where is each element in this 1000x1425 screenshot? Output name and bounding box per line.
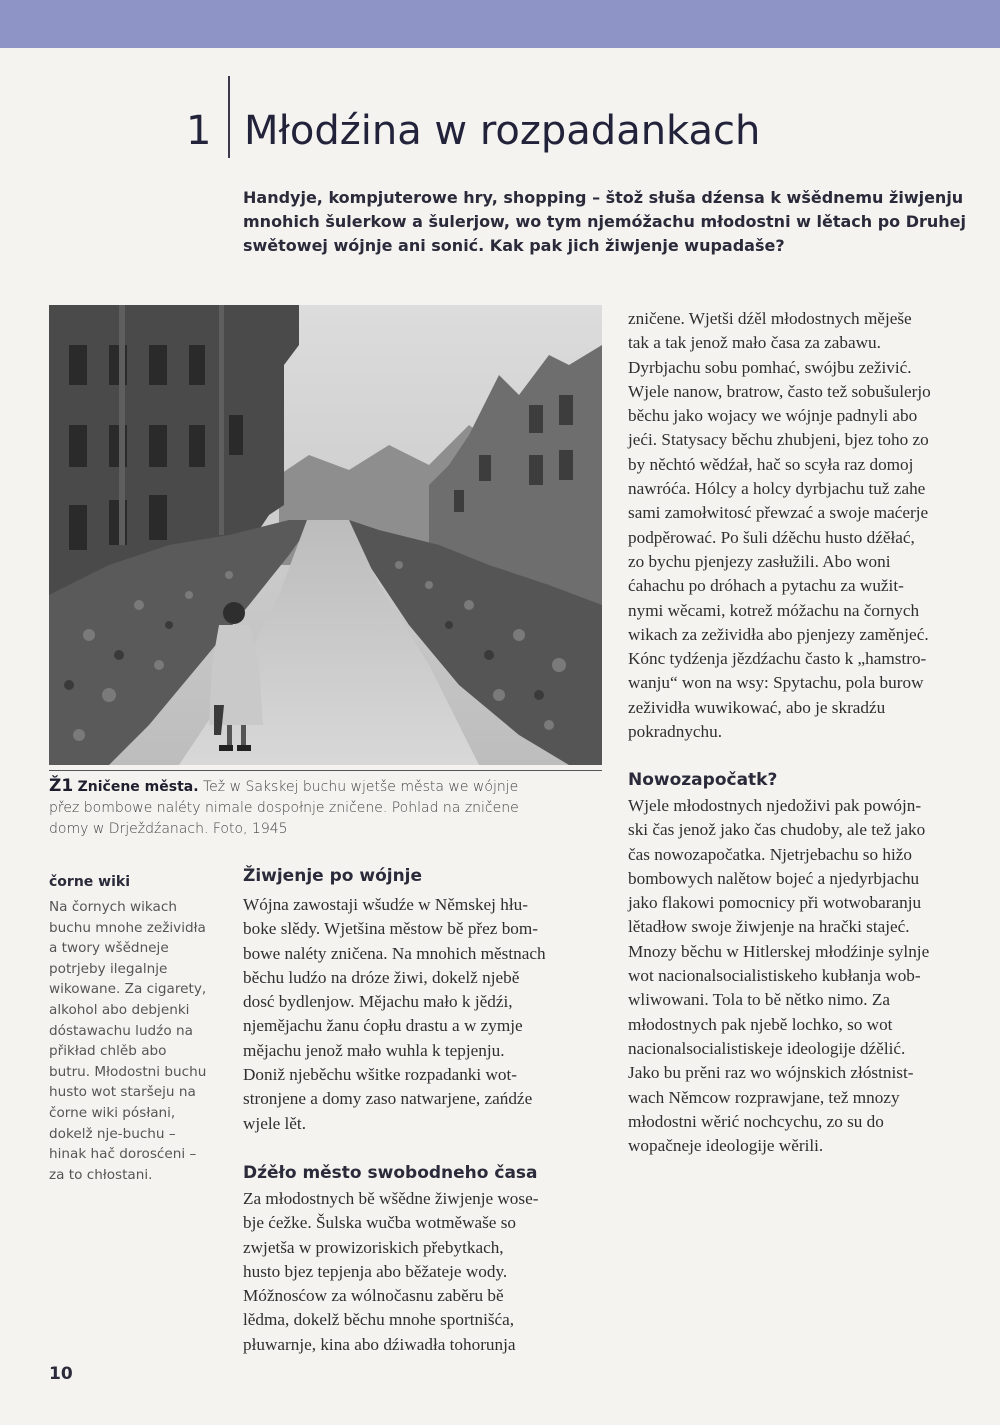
right-column-body	[628, 307, 931, 744]
text-line: Wjele młodostnych njedoživi pak powójn-	[628, 796, 922, 815]
section-body-2	[243, 1187, 538, 1357]
text-line: ski čas jenož jako čas chudoby, ale tež jako	[628, 820, 926, 840]
text-line: nymi wěcami, kotrež móžachu na čornych	[628, 600, 920, 620]
text-line: dosć bydlenjow. Mějachu mało k jědźi,	[243, 992, 513, 1012]
text-line: wikach za zežividła abo pjenjezy zaměnjeć.	[628, 624, 929, 644]
text-line: lětadłow swoje žiwjenje na hrački stajeć.	[628, 917, 910, 937]
text-line: płuwarnje, kina abo dźiwadła tohorunja	[243, 1334, 516, 1354]
figure-caption	[49, 776, 549, 840]
text-line: lědma, dokelž běchu mnohe sportnišća,	[243, 1310, 515, 1330]
text-line: stronjene a domy zaso natwarjene, zańdźe	[243, 1089, 533, 1109]
figure-number: Ž1	[49, 776, 74, 796]
caption-rule	[49, 770, 602, 771]
text-line: wach Němcow rozprawjane, tež mnozy	[628, 1087, 900, 1107]
text-line: sami zamołwitosć přewzać a swoje maćerje	[628, 503, 929, 523]
text-line: zežividła wuwikować, abo je skradźu	[628, 697, 886, 717]
text-line: Dyrbjachu sobu pomhać, swójbu zeživić.	[628, 357, 912, 377]
section-heading-1: Žiwjenje po wójnje	[243, 866, 423, 886]
text-line: běchu ludźo na dróze žiwi, dokelž njebě	[243, 967, 520, 987]
text-line: bombowych nalětow bojeć a njedyrbjachu	[628, 868, 920, 888]
text-line: Wjele nanow, bratrow, často tež sobušulerjo	[628, 381, 931, 401]
text-line: Móžnosćow za wólnočasnu zaběru bě	[243, 1286, 504, 1306]
text-line: bje ćežke. Šulska wučba wotměwaše so	[243, 1213, 517, 1233]
text-line: jeći. Statysacy běchu zhubjeni, bjez toho zo	[628, 430, 929, 450]
ruined-street-photo	[49, 305, 602, 765]
text-line: zwjetša w prowizoriskich přebytkach,	[243, 1237, 504, 1257]
intro-paragraph: Handyje, kompjuterowe hry, shopping – štož słuša dźensa k wšědnemu žiwjenju mnohich šulerkow a šulerjow, wo tym njemóžachu młodostni w lětach po Druhej swětowej wójnje ani sonić. Kak pak jich žiwjenje wupadaše?	[243, 188, 967, 255]
text-line: podpěrować. Po šuli dźěchu husto dźěłać,	[628, 527, 915, 547]
text-line: Doniž njeběchu wšitke rozpadanki wot-	[243, 1065, 517, 1085]
text-line: zo bychu pjenjezy zasłužili. Abo woni	[628, 551, 891, 571]
section-heading-2: Dźěło město swobodneho časa	[243, 1163, 538, 1183]
top-color-band	[0, 0, 1000, 48]
text-line: bowe naléty zničena. Na mnohich městnach	[243, 943, 546, 963]
text-line: husto bjez tepjenja abo běžateje wody.	[243, 1261, 508, 1281]
text-line: młodostnych pak njebě lochko, so wot	[628, 1014, 893, 1034]
chapter-number: 1	[186, 108, 212, 154]
text-line: wot nacionalsocialistiskeho kubłanja wob-	[628, 966, 921, 986]
text-line: zničene. Wjetši dźěl młodostnych měješe	[628, 309, 912, 328]
text-line: njemějachu žanu ćopłu drastu a w zymje	[243, 1016, 523, 1036]
text-line: jako flakowi pomocnicy při wotwobaranju	[628, 893, 922, 913]
page-title: Młodźina w rozpadankach	[244, 108, 761, 154]
text-line: wanju“ won na wsy: Spytachu, pola burow	[628, 673, 924, 693]
text-line: tak a tak jenož mało časa za zabawu.	[628, 333, 881, 353]
text-line: mějachu jenož mało wuhla k tepjenju.	[243, 1040, 505, 1060]
text-line: čas nowozapočatka. Njetrjebachu so hižo	[628, 844, 912, 864]
glossary-title: čorne wiki	[49, 874, 130, 890]
text-line: Jako bu prěni raz wo wójnskich złóstnist-	[628, 1063, 914, 1083]
glossary-text: Na čornych wikach buchu mnohe zežividła a twory wšědneje potrjeby ilegalnje wikowane. Za cigarety, alkohol abo debjenki dóstawachu ludźo na přikład chlěb abo butru. Młodostni buchu husto wot staršeju na čorne wiki pósłani, dokelž nje-buchu – hinak hač dorosćeni – za to chłostani.	[49, 899, 207, 1183]
title-divider	[228, 76, 230, 158]
text-line: by něchtó wědźał, hač so scyła raz domoj	[628, 454, 914, 474]
text-line: boke slědy. Wjetšina městow bě přez bom-	[243, 919, 538, 939]
text-line: běchu jako wojacy we wójnje padnyli abo	[628, 406, 918, 426]
text-line: Kónc tydźenja jězdźachu často k „hamstro-	[628, 649, 927, 669]
text-line: nawróća. Hólcy a holcy dyrbjachu tuž zahe	[628, 479, 926, 499]
text-line: pokradnychu.	[628, 722, 723, 742]
page-number: 10	[49, 1364, 73, 1384]
text-line: młodostni wěrić nochcychu, zo su do	[628, 1111, 884, 1131]
text-line: wjele lět.	[243, 1113, 306, 1133]
text-line: Za młodostnych bě wšědne žiwjenje wose-	[243, 1189, 539, 1208]
figure-title: Zničene města.	[77, 779, 199, 795]
section-body-1	[243, 893, 546, 1136]
text-line: nacionalsocialistiskeje ideologije dźělić.	[628, 1038, 906, 1058]
text-line: Mnozy běchu w Hitlerskej młodźinje sylnje	[628, 941, 930, 961]
figure-caption-text: Tež w Sakskej buchu wjetše města we wójnje přez bombowe naléty nimale dospołnje zničene. Pohlad na zničene domy w Drježdźanach. Foto, 1945	[49, 779, 519, 837]
text-line: wopačneje ideologije wěrili.	[628, 1136, 824, 1156]
text-line: Wójna zawostaji wšudźe w Němskej hłu-	[243, 895, 528, 914]
section-heading-3: Nowozapočatk?	[628, 770, 778, 790]
section-body-3	[628, 794, 929, 1158]
text-line: wliwowani. Tola to bě nětko nimo. Za	[628, 990, 890, 1010]
text-line: ćahachu po dróhach a pytachu za wužit-	[628, 576, 904, 596]
